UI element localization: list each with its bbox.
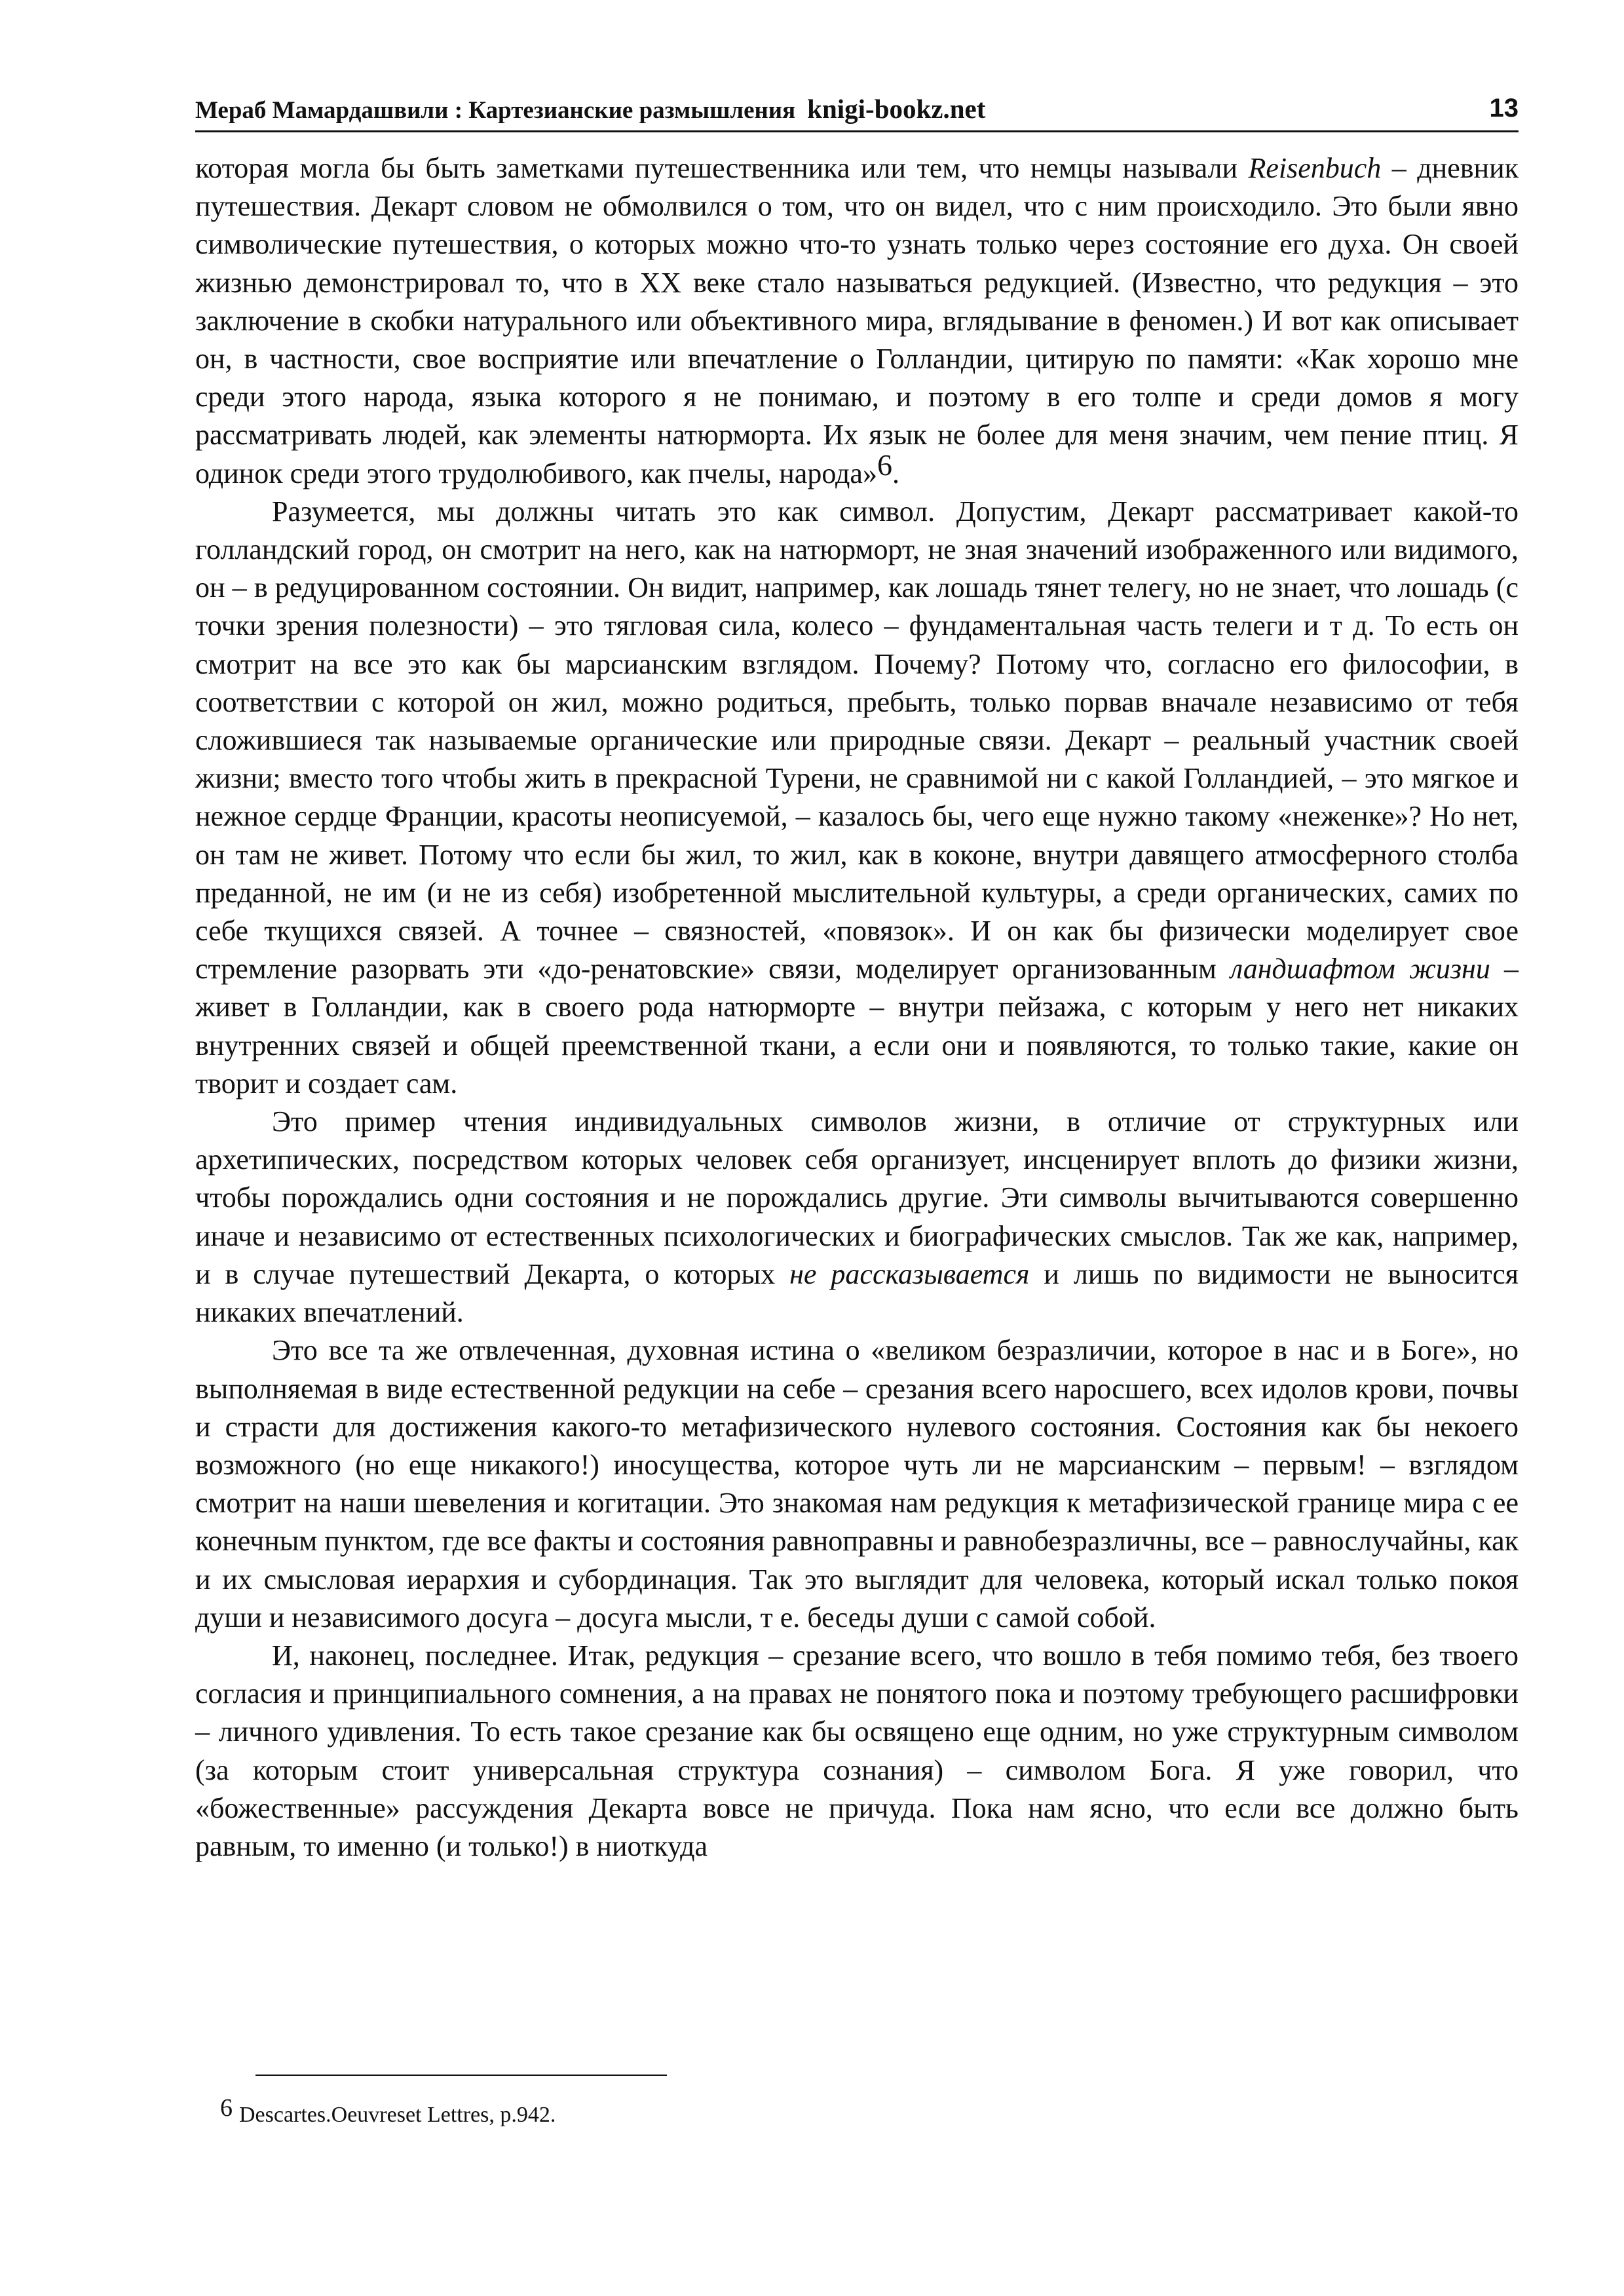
footnote-text: Descartes.Oeuvreset Lettres, p.942. bbox=[239, 2103, 556, 2127]
footnote-reference[interactable]: 6 bbox=[877, 448, 892, 482]
footnote-separator bbox=[255, 2075, 667, 2076]
header-title-line bbox=[195, 93, 985, 124]
paragraph-2 bbox=[195, 493, 1519, 1103]
paragraph-5: И, наконец, последнее. Итак, редукция – срезание всего, что вошло в тебя помимо тебя, без твоего согласия и принципиального сомнения, а на правах не понятого пока и поэтому требующего расшифровки – личного удивления. То есть такое срезание как бы освящено еще одним, но уже структурным символом (за которым стоит универсальная структура сознания) – символом Бога. Я уже говорил, что «божественные» рассуждения Декарта вовсе не причуда. Пока нам ясно, что если все должно быть равным, то именно (и только!) в ниоткуда bbox=[195, 1639, 1519, 1862]
footnote bbox=[220, 2094, 556, 2128]
header-site-link[interactable]: knigi-bookz.net bbox=[807, 94, 986, 124]
paragraph-1 bbox=[195, 149, 1519, 493]
paragraph-1-end: . bbox=[892, 457, 899, 489]
main-text bbox=[195, 149, 1519, 1866]
paragraph-1-text-a: которая могла бы быть заметками путешественника или тем, что немцы называли bbox=[195, 152, 1249, 184]
paragraph-2-italic: ландшафтом жизни bbox=[1230, 953, 1490, 985]
paragraph-3 bbox=[195, 1103, 1519, 1331]
page-number: 13 bbox=[1489, 94, 1519, 123]
footnote-number: 6 bbox=[220, 2094, 233, 2122]
paragraph-1-text-b: – дневник путешествия. Декарт словом не обмолвился о том, что он видел, что с ним происходило. Это были явно символические путешествия, о которых можно что-то узнать только через состояние его духа. Он своей жизнью демонстрировал то, что в XX веке стало называться редукцией. (Известно, что редукция – это заключение в скобки натурального или объективного мира, вглядывание в феномен.) И вот как описывает он, в частности, свое восприятие или впечатление о Голландии, цитирую по памяти: «Как хорошо мне среди этого народа, языка которого я не понимаю, и поэтому в его толпе и среди домов я могу рассматривать людей, как элементы натюрморта. Их язык не более для меня значим, чем пение птиц. Я одинок среди этого трудолюбивого, как пчелы, народа» bbox=[195, 152, 1519, 489]
paragraph-3-text-b: и лишь по видимости не выносится никаких впечатлений. bbox=[195, 1257, 1519, 1329]
running-header bbox=[195, 93, 1519, 132]
paragraph-4: Это все та же отвлеченная, духовная истина о «великом безразличии, которое в нас и в Боге», но выполняемая в виде естественной редукции на себе – срезания всего наросшего, всех идолов крови, почвы и страсти для достижения какого-то метафизического нулевого состояния. Состояния как бы некоего возможного (но еще никакого!) иносущества, которое чуть ли не марсианским – первым! – взглядом смотрит на наши шевеления и когитации. Это знакомая нам редукция к метафизической границе мира с ее конечным пунктом, где все факты и состояния равноправны и равнобезразличны, все – равнослучайны, как и их смысловая иерархия и субординация. Так это выглядит для человека, который искал только покоя души и независимого досуга – досуга мысли, т е. беседы души с самой собой. bbox=[195, 1334, 1519, 1634]
header-rule bbox=[195, 130, 1519, 132]
paragraph-3-italic: не рассказывается bbox=[789, 1257, 1030, 1290]
paragraph-3-text-a: Это пример чтения индивидуальных символов жизни, в отличие от структурных или архетипических, посредством которых человек себя организует, инсценирует вплоть до физики жизни, чтобы порождались одни состояния и не порождались другие. Эти символы вычитываются совершенно иначе и независимо от естественных психологических и биографических смыслов. Так же как, например, и в случае путешествий Декарта, о которых bbox=[195, 1105, 1519, 1290]
header-title: Мераб Мамардашвили : Картезианские размышления bbox=[195, 97, 796, 124]
paragraph-1-italic: Reisenbuch bbox=[1248, 152, 1382, 184]
paragraph-2-text-b: – живет в Голландии, как в своего рода натюрморте – внутри пейзажа, с которым у него нет никаких внутренних связей и общей преемственной ткани, а если они и появляются, то только такие, какие он творит и создает сам. bbox=[195, 953, 1519, 1100]
paragraph-2-text-a: Разумеется, мы должны читать это как символ. Допустим, Декарт рассматривает какой-то голландский город, он смотрит на него, как на натюрморт, не зная значений изображенного или видимого, он – в редуцированном состоянии. Он видит, например, как лошадь тянет телегу, но не знает, что лошадь (с точки зрения полезности) – это тягловая сила, колесо – фундаментальная часть телеги и т д. То есть он смотрит на все это как бы марсианским взглядом. Почему? Потому что, согласно его философии, в соответствии с которой он жил, можно родиться, пребыть, только порвав вначале независимо от тебя сложившиеся так называемые органические или природные связи. Декарт – реальный участник своей жизни; вместо того чтобы жить в прекрасной Турени, не сравнимой ни с какой Голландией, – это мягкое и нежное сердце Франции, красоты неописуемой, – казалось бы, чего еще нужно такому «неженке»? Но нет, он там не живет. Потому что если бы жил, то жил, как в коконе, внутри давящего атмосферного столба преданной, не им (и не из себя) изобретенной мыслительной культуры, а среди органических, самих по себе ткущихся связей. А точнее – связностей, «повязок». И он как бы физически моделирует свое стремление разорвать эти «до-ренатовские» связи, моделирует организованным bbox=[195, 495, 1519, 985]
